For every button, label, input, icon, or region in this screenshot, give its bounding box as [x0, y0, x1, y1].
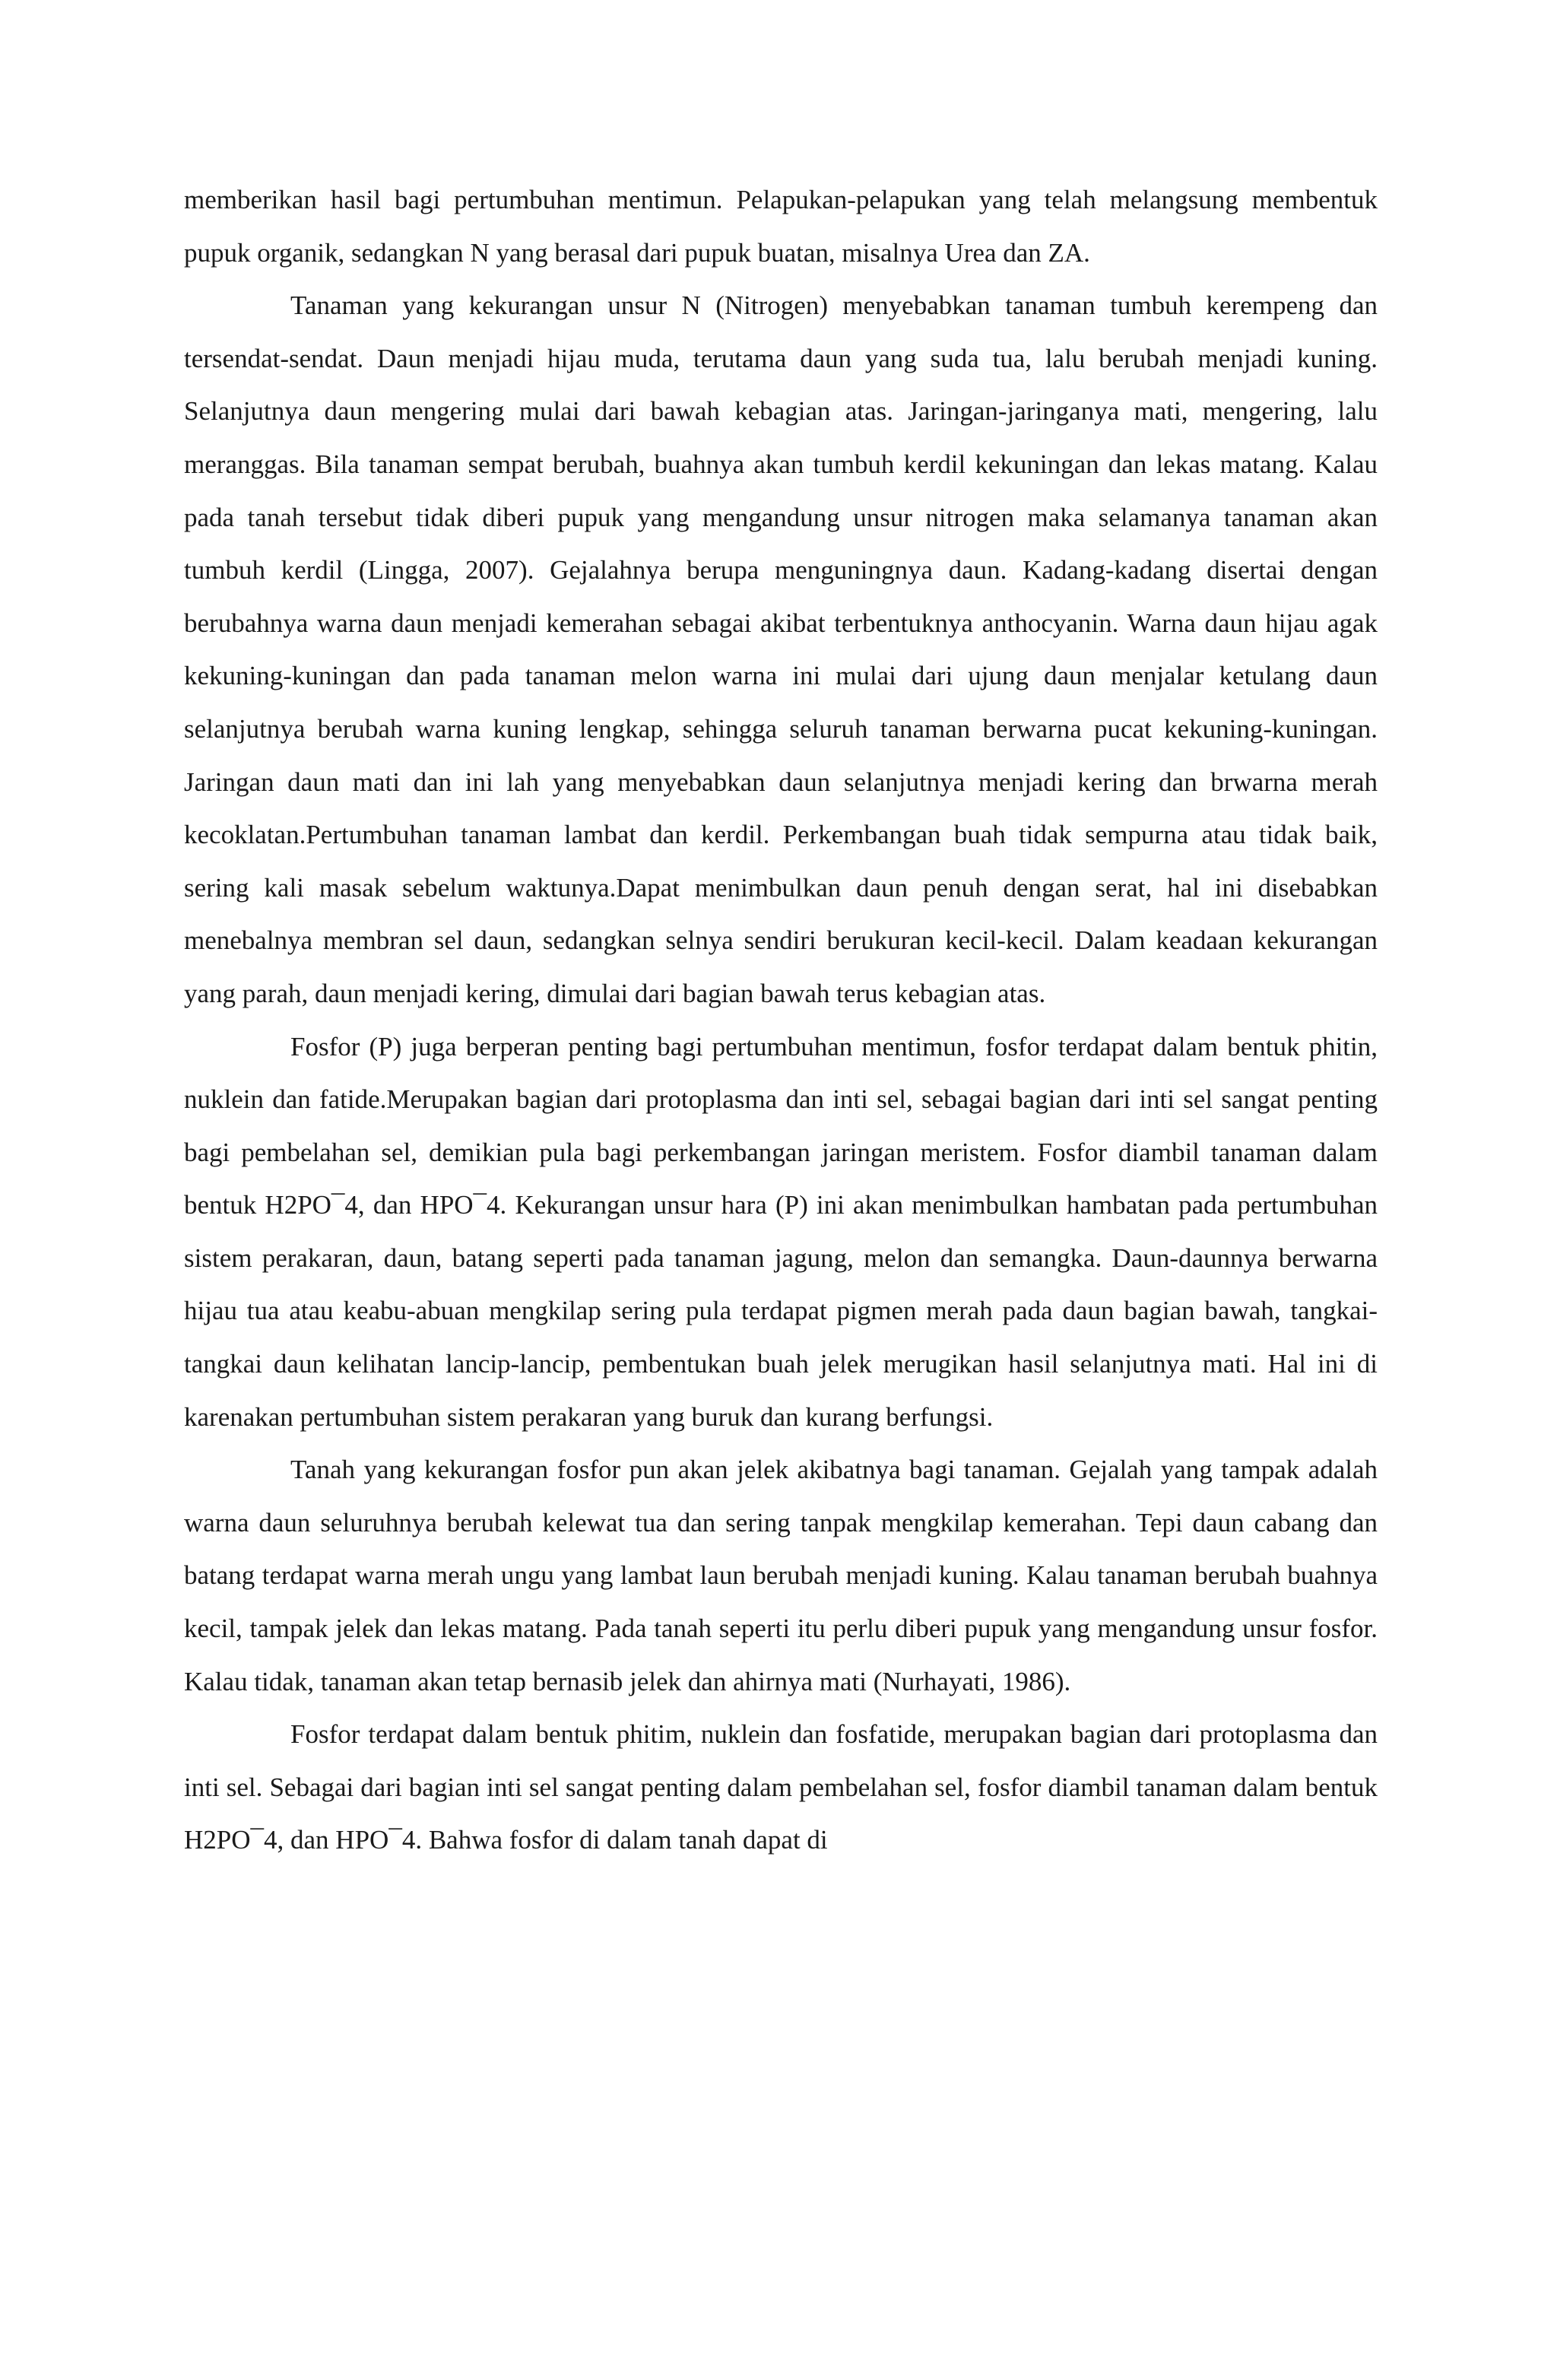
document-body: [184, 173, 1378, 1867]
paragraph-3: Fosfor (P) juga berperan penting bagi pertumbuhan mentimun, fosfor terdapat dalam bentuk phitin, nuklein dan fatide.Merupakan bagian dari protoplasma dan inti sel, sebagai bagian dari inti sel sangat penting bagi pembelahan sel, demikian pula bagi perkembangan jaringan meristem. Fosfor diambil tanaman dalam bentuk H2PO¯4, dan HPO¯4. Kekurangan unsur hara (P) ini akan menimbulkan hambatan pada pertumbuhan sistem perakaran, daun, batang seperti pada tanaman jagung, melon dan semangka. Daun-daunnya berwarna hijau tua atau keabu-abuan mengkilap sering pula terdapat pigmen merah pada daun bagian bawah, tangkai-tangkai daun kelihatan lancip-lancip, pembentukan buah jelek merugikan hasil selanjutnya mati. Hal ini di karenakan pertumbuhan sistem perakaran yang buruk dan kurang berfungsi.: [184, 1031, 1378, 1432]
paragraph-4: Tanah yang kekurangan fosfor pun akan jelek akibatnya bagi tanaman. Gejalah yang tampak adalah warna daun seluruhnya berubah kelewat tua dan sering tanpak mengkilap kemerahan. Tepi daun cabang dan batang terdapat warna merah ungu yang lambat laun berubah menjadi kuning. Kalau tanaman berubah buahnya kecil, tampak jelek dan lekas matang. Pada tanah seperti itu perlu diberi pupuk yang mengandung unsur fosfor. Kalau tidak, tanaman akan tetap bernasib jelek dan ahirnya mati (Nurhayati, 1986).: [184, 1455, 1378, 1696]
paragraph-2: Tanaman yang kekurangan unsur N (Nitrogen) menyebabkan tanaman tumbuh kerempeng dan tersendat-sendat. Daun menjadi hijau muda, terutama daun yang suda tua, lalu berubah menjadi kuning. Selanjutnya daun mengering mulai dari bawah kebagian atas. Jaringan-jaringanya mati, mengering, lalu meranggas. Bila tanaman sempat berubah, buahnya akan tumbuh kerdil kekuningan dan lekas matang. Kalau pada tanah tersebut tidak diberi pupuk yang mengandung unsur nitrogen maka selamanya tanaman akan tumbuh kerdil (Lingga, 2007). Gejalahnya berupa menguningnya daun. Kadang-kadang disertai dengan berubahnya warna daun menjadi kemerahan sebagai akibat terbentuknya anthocyanin. Warna daun hijau agak kekuning-kuningan dan pada tanaman melon warna ini mulai dari ujung daun menjalar ketulang daun selanjutnya berubah warna kuning lengkap, sehingga seluruh tanaman berwarna pucat kekuning-kuningan. Jaringan daun mati dan ini lah yang menyebabkan daun selanjutnya menjadi kering dan brwarna merah kecoklatan.Pertumbuhan tanaman lambat dan kerdil. Perkembangan buah tidak sempurna atau tidak baik, sering kali masak sebelum waktunya.Dapat menimbulkan daun penuh dengan serat, hal ini disebabkan menebalnya membran sel daun, sedangkan selnya sendiri berukuran kecil-kecil. Dalam keadaan kekurangan yang parah, daun menjadi kering, dimulai dari bagian bawah terus kebagian atas.: [184, 290, 1378, 1008]
paragraph-5: Fosfor terdapat dalam bentuk phitim, nuklein dan fosfatide, merupakan bagian dari protoplasma dan inti sel. Sebagai dari bagian inti sel sangat penting dalam pembelahan sel, fosfor diambil tanaman dalam bentuk H2PO¯4, dan HPO¯4. Bahwa fosfor di dalam tanah dapat di: [184, 1719, 1378, 1855]
paragraph-1: memberikan hasil bagi pertumbuhan mentimun. Pelapukan-pelapukan yang telah melangsung membentuk pupuk organik, sedangkan N yang berasal dari pupuk buatan, misalnya Urea dan ZA.: [184, 185, 1378, 268]
